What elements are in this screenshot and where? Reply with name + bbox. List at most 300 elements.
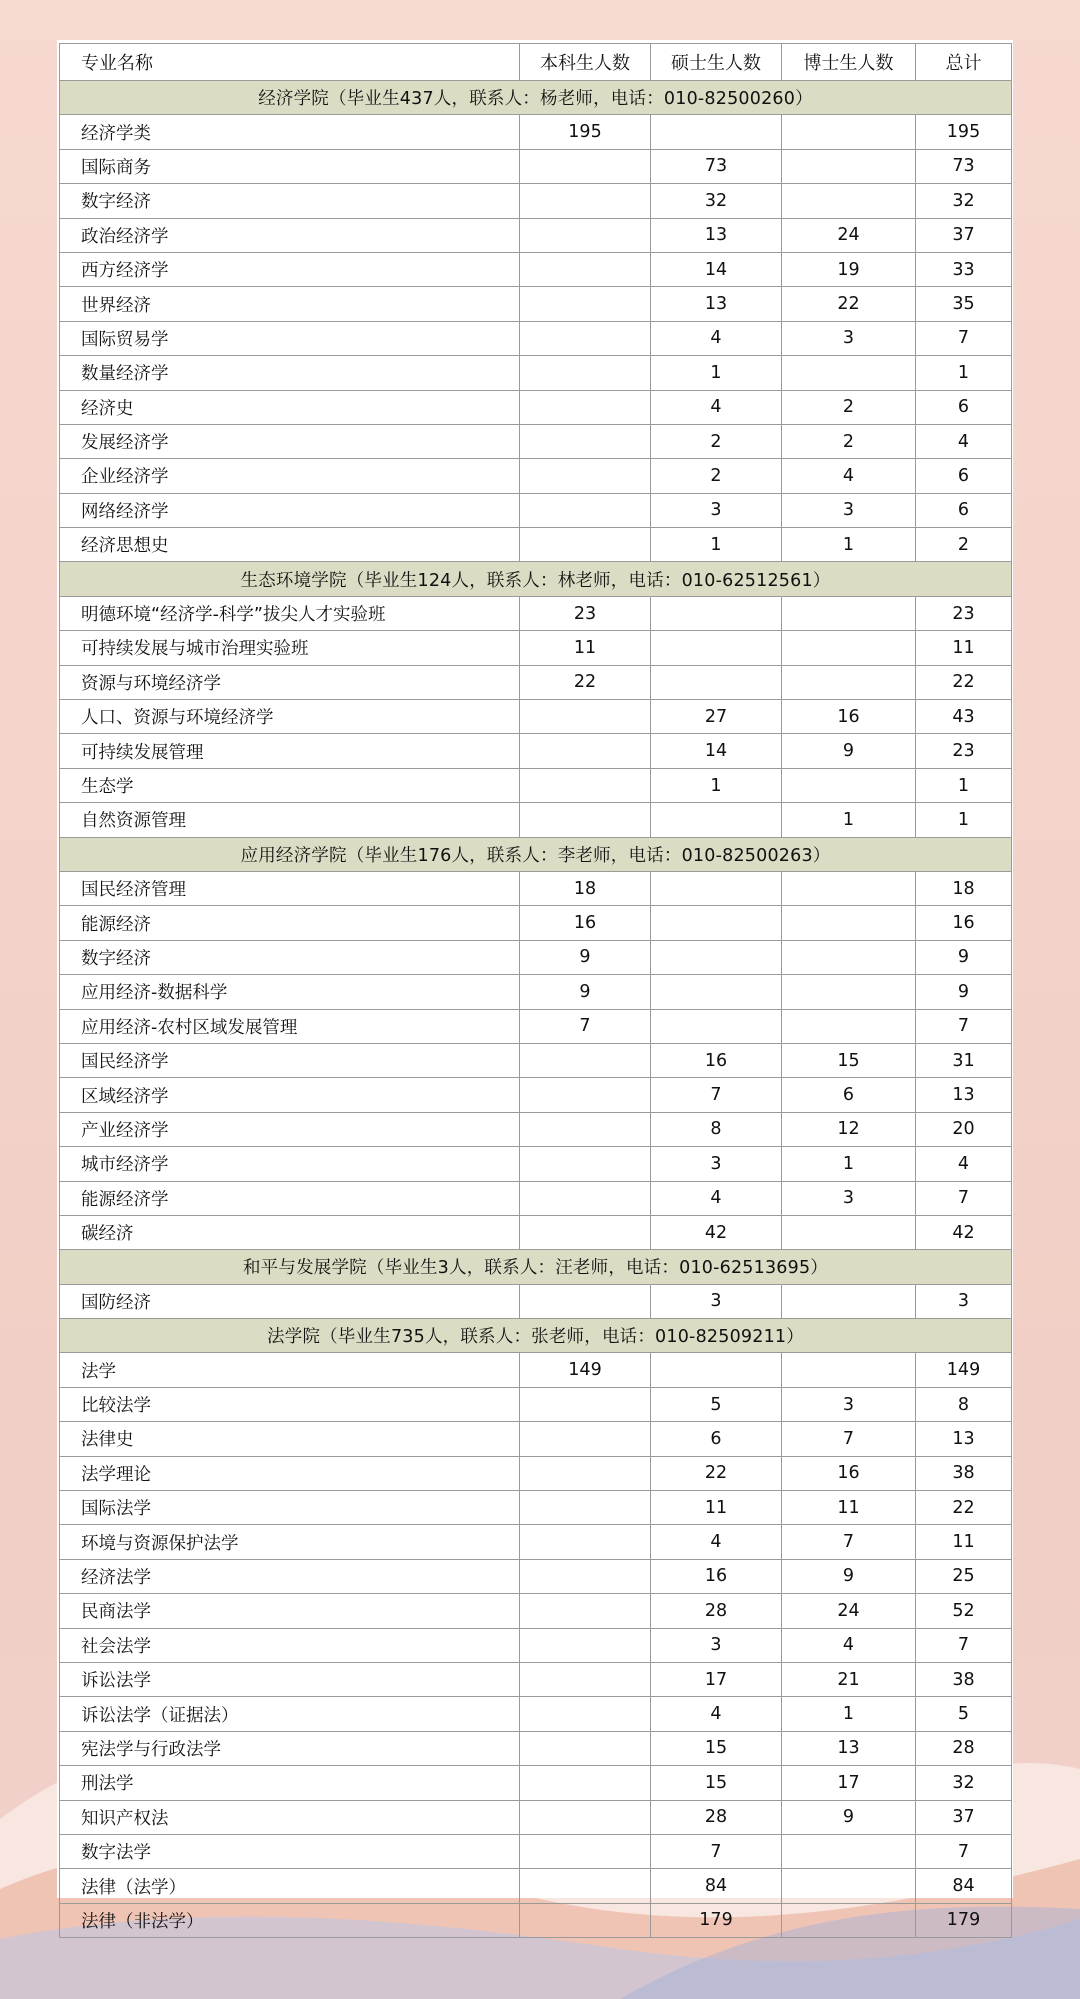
major-name-cell: 碳经济 <box>60 1215 520 1249</box>
bachelor-count-cell <box>520 459 651 493</box>
table-row <box>60 631 1012 665</box>
master-count-cell <box>651 1353 782 1387</box>
total-cell: 32 <box>916 1766 1012 1800</box>
major-name-cell: 民商法学 <box>60 1594 520 1628</box>
master-count-cell: 2 <box>651 424 782 458</box>
bachelor-count-cell <box>520 700 651 734</box>
bachelor-count-cell <box>520 390 651 424</box>
table-row <box>60 1284 1012 1318</box>
doctor-count-cell: 6 <box>782 1078 916 1112</box>
table-row <box>60 1697 1012 1731</box>
header-major-name: 专业名称 <box>60 44 520 81</box>
doctor-count-cell <box>782 115 916 149</box>
bachelor-count-cell <box>520 1078 651 1112</box>
total-cell: 7 <box>916 1834 1012 1868</box>
bachelor-count-cell <box>520 149 651 183</box>
total-cell: 7 <box>916 321 1012 355</box>
master-count-cell: 2 <box>651 459 782 493</box>
doctor-count-cell: 9 <box>782 734 916 768</box>
master-count-cell <box>651 940 782 974</box>
table-row <box>60 906 1012 940</box>
table-row <box>60 1800 1012 1834</box>
section-title: 和平与发展学院（毕业生3人，联系人：汪老师，电话：010-62513695） <box>60 1250 1012 1284</box>
total-cell: 16 <box>916 906 1012 940</box>
bachelor-count-cell <box>520 768 651 802</box>
major-name-cell: 自然资源管理 <box>60 803 520 837</box>
total-cell: 42 <box>916 1215 1012 1249</box>
major-name-cell: 国民经济管理 <box>60 871 520 905</box>
major-name-cell: 明德环境“经济学-科学”拔尖人才实验班 <box>60 596 520 630</box>
doctor-count-cell <box>782 356 916 390</box>
master-count-cell: 3 <box>651 1284 782 1318</box>
master-count-cell: 73 <box>651 149 782 183</box>
major-name-cell: 可持续发展与城市治理实验班 <box>60 631 520 665</box>
doctor-count-cell <box>782 768 916 802</box>
bachelor-count-cell <box>520 1181 651 1215</box>
table-row <box>60 252 1012 286</box>
major-name-cell: 应用经济-农村区域发展管理 <box>60 1009 520 1043</box>
bachelor-count-cell: 9 <box>520 940 651 974</box>
bachelor-count-cell <box>520 528 651 562</box>
major-name-cell: 企业经济学 <box>60 459 520 493</box>
major-name-cell: 法学 <box>60 1353 520 1387</box>
doctor-count-cell: 9 <box>782 1559 916 1593</box>
master-count-cell: 6 <box>651 1422 782 1456</box>
master-count-cell <box>651 115 782 149</box>
table-row <box>60 1009 1012 1043</box>
doctor-count-cell: 13 <box>782 1731 916 1765</box>
table-sheet <box>57 40 1013 1932</box>
total-cell: 1 <box>916 768 1012 802</box>
table-row <box>60 1078 1012 1112</box>
doctor-count-cell: 2 <box>782 424 916 458</box>
section-title: 应用经济学院（毕业生176人，联系人：李老师，电话：010-82500263） <box>60 837 1012 871</box>
total-cell: 195 <box>916 115 1012 149</box>
bachelor-count-cell <box>520 1284 651 1318</box>
doctor-count-cell <box>782 1284 916 1318</box>
total-cell: 33 <box>916 252 1012 286</box>
bachelor-count-cell <box>520 1731 651 1765</box>
major-name-cell: 数字经济 <box>60 184 520 218</box>
bachelor-count-cell <box>520 1697 651 1731</box>
total-cell: 22 <box>916 665 1012 699</box>
major-name-cell: 法律（非法学） <box>60 1903 520 1937</box>
major-name-cell: 社会法学 <box>60 1628 520 1662</box>
master-count-cell: 4 <box>651 1697 782 1731</box>
doctor-count-cell <box>782 1353 916 1387</box>
table-row <box>60 1628 1012 1662</box>
table-row <box>60 1043 1012 1077</box>
major-name-cell: 国际法学 <box>60 1491 520 1525</box>
doctor-count-cell: 1 <box>782 528 916 562</box>
table-row <box>60 424 1012 458</box>
table-row <box>60 803 1012 837</box>
major-name-cell: 国际商务 <box>60 149 520 183</box>
table-row <box>60 356 1012 390</box>
bachelor-count-cell: 149 <box>520 1353 651 1387</box>
total-cell: 37 <box>916 218 1012 252</box>
table-row <box>60 1387 1012 1421</box>
total-cell: 7 <box>916 1181 1012 1215</box>
total-cell: 7 <box>916 1628 1012 1662</box>
major-name-cell: 生态学 <box>60 768 520 802</box>
master-count-cell: 13 <box>651 287 782 321</box>
total-cell: 52 <box>916 1594 1012 1628</box>
bachelor-count-cell <box>520 321 651 355</box>
table-row <box>60 115 1012 149</box>
bachelor-count-cell <box>520 1766 651 1800</box>
total-cell: 20 <box>916 1112 1012 1146</box>
doctor-count-cell: 3 <box>782 1181 916 1215</box>
doctor-count-cell: 1 <box>782 1147 916 1181</box>
doctor-count-cell <box>782 596 916 630</box>
master-count-cell: 3 <box>651 1147 782 1181</box>
major-name-cell: 诉讼法学 <box>60 1662 520 1696</box>
master-count-cell: 17 <box>651 1662 782 1696</box>
bachelor-count-cell <box>520 1903 651 1937</box>
bachelor-count-cell <box>520 1662 651 1696</box>
table-row <box>60 1559 1012 1593</box>
total-cell: 73 <box>916 149 1012 183</box>
bachelor-count-cell <box>520 424 651 458</box>
header-bachelor-count: 本科生人数 <box>520 44 651 81</box>
table-row <box>60 321 1012 355</box>
table-row <box>60 734 1012 768</box>
table-row <box>60 528 1012 562</box>
table-row <box>60 1491 1012 1525</box>
major-name-cell: 法律（法学） <box>60 1869 520 1903</box>
doctor-count-cell <box>782 906 916 940</box>
master-count-cell: 1 <box>651 356 782 390</box>
bachelor-count-cell: 18 <box>520 871 651 905</box>
bachelor-count-cell <box>520 1147 651 1181</box>
bachelor-count-cell <box>520 252 651 286</box>
table-row <box>60 1112 1012 1146</box>
bachelor-count-cell <box>520 1491 651 1525</box>
section-title: 经济学院（毕业生437人，联系人：杨老师，电话：010-82500260） <box>60 81 1012 115</box>
total-cell: 37 <box>916 1800 1012 1834</box>
master-count-cell: 27 <box>651 700 782 734</box>
doctor-count-cell: 11 <box>782 1491 916 1525</box>
table-row <box>60 1903 1012 1937</box>
major-name-cell: 能源经济 <box>60 906 520 940</box>
master-count-cell <box>651 665 782 699</box>
master-count-cell: 179 <box>651 1903 782 1937</box>
doctor-count-cell: 3 <box>782 1387 916 1421</box>
master-count-cell: 28 <box>651 1594 782 1628</box>
table-row <box>60 459 1012 493</box>
section-title: 法学院（毕业生735人，联系人：张老师，电话：010-82509211） <box>60 1319 1012 1353</box>
major-name-cell: 政治经济学 <box>60 218 520 252</box>
section-title: 生态环境学院（毕业生124人，联系人：林老师，电话：010-62512561） <box>60 562 1012 596</box>
total-cell: 1 <box>916 356 1012 390</box>
doctor-count-cell: 24 <box>782 218 916 252</box>
doctor-count-cell: 16 <box>782 700 916 734</box>
table-row <box>60 940 1012 974</box>
major-name-cell: 诉讼法学（证据法） <box>60 1697 520 1731</box>
major-name-cell: 经济法学 <box>60 1559 520 1593</box>
master-count-cell: 4 <box>651 1525 782 1559</box>
table-row <box>60 975 1012 1009</box>
major-name-cell: 数字经济 <box>60 940 520 974</box>
doctor-count-cell <box>782 631 916 665</box>
total-cell: 6 <box>916 493 1012 527</box>
doctor-count-cell <box>782 1869 916 1903</box>
total-cell: 38 <box>916 1662 1012 1696</box>
master-count-cell: 16 <box>651 1559 782 1593</box>
total-cell: 6 <box>916 459 1012 493</box>
doctor-count-cell <box>782 665 916 699</box>
doctor-count-cell: 9 <box>782 1800 916 1834</box>
major-name-cell: 人口、资源与环境经济学 <box>60 700 520 734</box>
doctor-count-cell <box>782 184 916 218</box>
doctor-count-cell <box>782 1834 916 1868</box>
major-name-cell: 西方经济学 <box>60 252 520 286</box>
total-cell: 23 <box>916 596 1012 630</box>
major-name-cell: 城市经济学 <box>60 1147 520 1181</box>
major-name-cell: 国际贸易学 <box>60 321 520 355</box>
table-row <box>60 1456 1012 1490</box>
bachelor-count-cell <box>520 287 651 321</box>
master-count-cell <box>651 871 782 905</box>
doctor-count-cell <box>782 871 916 905</box>
table-row <box>60 1525 1012 1559</box>
master-count-cell: 84 <box>651 1869 782 1903</box>
major-name-cell: 产业经济学 <box>60 1112 520 1146</box>
table-row <box>60 1422 1012 1456</box>
doctor-count-cell: 12 <box>782 1112 916 1146</box>
doctor-count-cell: 19 <box>782 252 916 286</box>
total-cell: 1 <box>916 803 1012 837</box>
major-name-cell: 刑法学 <box>60 1766 520 1800</box>
major-name-cell: 经济学类 <box>60 115 520 149</box>
table-row <box>60 1594 1012 1628</box>
section-header-row <box>60 837 1012 871</box>
table-row <box>60 1662 1012 1696</box>
total-cell: 11 <box>916 1525 1012 1559</box>
master-count-cell: 15 <box>651 1766 782 1800</box>
major-name-cell: 网络经济学 <box>60 493 520 527</box>
bachelor-count-cell <box>520 1112 651 1146</box>
major-name-cell: 环境与资源保护法学 <box>60 1525 520 1559</box>
major-name-cell: 国民经济学 <box>60 1043 520 1077</box>
bachelor-count-cell: 23 <box>520 596 651 630</box>
doctor-count-cell: 21 <box>782 1662 916 1696</box>
major-name-cell: 数字法学 <box>60 1834 520 1868</box>
doctor-count-cell: 4 <box>782 459 916 493</box>
bachelor-count-cell: 16 <box>520 906 651 940</box>
major-name-cell: 区域经济学 <box>60 1078 520 1112</box>
major-name-cell: 比较法学 <box>60 1387 520 1421</box>
doctor-count-cell: 17 <box>782 1766 916 1800</box>
total-cell: 13 <box>916 1078 1012 1112</box>
master-count-cell: 1 <box>651 768 782 802</box>
bachelor-count-cell <box>520 1215 651 1249</box>
total-cell: 25 <box>916 1559 1012 1593</box>
table-row <box>60 1766 1012 1800</box>
total-cell: 9 <box>916 975 1012 1009</box>
section-header-row <box>60 1250 1012 1284</box>
major-name-cell: 世界经济 <box>60 287 520 321</box>
table-row <box>60 700 1012 734</box>
doctor-count-cell <box>782 975 916 1009</box>
master-count-cell: 13 <box>651 218 782 252</box>
major-name-cell: 法律史 <box>60 1422 520 1456</box>
bachelor-count-cell <box>520 1387 651 1421</box>
master-count-cell: 14 <box>651 252 782 286</box>
table-row <box>60 596 1012 630</box>
master-count-cell: 28 <box>651 1800 782 1834</box>
bachelor-count-cell: 11 <box>520 631 651 665</box>
total-cell: 18 <box>916 871 1012 905</box>
bachelor-count-cell <box>520 493 651 527</box>
bachelor-count-cell <box>520 1422 651 1456</box>
doctor-count-cell: 4 <box>782 1628 916 1662</box>
master-count-cell: 7 <box>651 1834 782 1868</box>
table-row <box>60 184 1012 218</box>
table-header-row <box>60 44 1012 81</box>
total-cell: 4 <box>916 1147 1012 1181</box>
master-count-cell: 15 <box>651 1731 782 1765</box>
master-count-cell: 5 <box>651 1387 782 1421</box>
header-master-count: 硕士生人数 <box>651 44 782 81</box>
table-row <box>60 218 1012 252</box>
doctor-count-cell: 1 <box>782 803 916 837</box>
doctor-count-cell <box>782 940 916 974</box>
master-count-cell: 3 <box>651 493 782 527</box>
master-count-cell: 4 <box>651 1181 782 1215</box>
doctor-count-cell: 24 <box>782 1594 916 1628</box>
bachelor-count-cell <box>520 218 651 252</box>
doctor-count-cell: 3 <box>782 493 916 527</box>
table-row <box>60 1353 1012 1387</box>
bachelor-count-cell <box>520 803 651 837</box>
total-cell: 13 <box>916 1422 1012 1456</box>
doctor-count-cell: 15 <box>782 1043 916 1077</box>
bachelor-count-cell <box>520 1834 651 1868</box>
major-name-cell: 应用经济-数据科学 <box>60 975 520 1009</box>
major-name-cell: 资源与环境经济学 <box>60 665 520 699</box>
table-row <box>60 493 1012 527</box>
total-cell: 38 <box>916 1456 1012 1490</box>
bachelor-count-cell <box>520 1594 651 1628</box>
bachelor-count-cell: 9 <box>520 975 651 1009</box>
master-count-cell: 11 <box>651 1491 782 1525</box>
major-name-cell: 发展经济学 <box>60 424 520 458</box>
table-row <box>60 1731 1012 1765</box>
major-name-cell: 能源经济学 <box>60 1181 520 1215</box>
master-count-cell: 4 <box>651 390 782 424</box>
total-cell: 22 <box>916 1491 1012 1525</box>
major-name-cell: 可持续发展管理 <box>60 734 520 768</box>
bachelor-count-cell <box>520 1869 651 1903</box>
graduates-table <box>59 43 1012 1938</box>
total-cell: 32 <box>916 184 1012 218</box>
major-name-cell: 法学理论 <box>60 1456 520 1490</box>
bachelor-count-cell <box>520 1628 651 1662</box>
doctor-count-cell <box>782 149 916 183</box>
master-count-cell: 1 <box>651 528 782 562</box>
doctor-count-cell: 22 <box>782 287 916 321</box>
bachelor-count-cell <box>520 1043 651 1077</box>
master-count-cell <box>651 906 782 940</box>
bachelor-count-cell <box>520 1525 651 1559</box>
major-name-cell: 宪法学与行政法学 <box>60 1731 520 1765</box>
table-row <box>60 149 1012 183</box>
doctor-count-cell: 7 <box>782 1422 916 1456</box>
table-row <box>60 1147 1012 1181</box>
total-cell: 8 <box>916 1387 1012 1421</box>
master-count-cell: 32 <box>651 184 782 218</box>
header-total: 总计 <box>916 44 1012 81</box>
master-count-cell <box>651 803 782 837</box>
bachelor-count-cell <box>520 184 651 218</box>
total-cell: 84 <box>916 1869 1012 1903</box>
master-count-cell <box>651 1009 782 1043</box>
table-row <box>60 1181 1012 1215</box>
master-count-cell: 4 <box>651 321 782 355</box>
bachelor-count-cell: 7 <box>520 1009 651 1043</box>
doctor-count-cell <box>782 1903 916 1937</box>
doctor-count-cell: 3 <box>782 321 916 355</box>
master-count-cell: 3 <box>651 1628 782 1662</box>
major-name-cell: 经济思想史 <box>60 528 520 562</box>
total-cell: 149 <box>916 1353 1012 1387</box>
total-cell: 6 <box>916 390 1012 424</box>
table-row <box>60 871 1012 905</box>
table-row <box>60 768 1012 802</box>
bachelor-count-cell: 195 <box>520 115 651 149</box>
header-doctor-count: 博士生人数 <box>782 44 916 81</box>
total-cell: 9 <box>916 940 1012 974</box>
master-count-cell: 7 <box>651 1078 782 1112</box>
bachelor-count-cell <box>520 1559 651 1593</box>
major-name-cell: 经济史 <box>60 390 520 424</box>
major-name-cell: 知识产权法 <box>60 1800 520 1834</box>
master-count-cell: 22 <box>651 1456 782 1490</box>
bachelor-count-cell: 22 <box>520 665 651 699</box>
master-count-cell: 14 <box>651 734 782 768</box>
total-cell: 4 <box>916 424 1012 458</box>
bachelor-count-cell <box>520 1456 651 1490</box>
section-header-row <box>60 562 1012 596</box>
table-row <box>60 1215 1012 1249</box>
master-count-cell: 16 <box>651 1043 782 1077</box>
doctor-count-cell: 16 <box>782 1456 916 1490</box>
table-row <box>60 1834 1012 1868</box>
doctor-count-cell <box>782 1215 916 1249</box>
total-cell: 3 <box>916 1284 1012 1318</box>
total-cell: 7 <box>916 1009 1012 1043</box>
section-header-row <box>60 81 1012 115</box>
total-cell: 2 <box>916 528 1012 562</box>
total-cell: 31 <box>916 1043 1012 1077</box>
major-name-cell: 国防经济 <box>60 1284 520 1318</box>
total-cell: 23 <box>916 734 1012 768</box>
doctor-count-cell: 2 <box>782 390 916 424</box>
total-cell: 5 <box>916 1697 1012 1731</box>
master-count-cell <box>651 596 782 630</box>
bachelor-count-cell <box>520 734 651 768</box>
total-cell: 179 <box>916 1903 1012 1937</box>
master-count-cell: 8 <box>651 1112 782 1146</box>
table-row <box>60 390 1012 424</box>
total-cell: 11 <box>916 631 1012 665</box>
table-row <box>60 1869 1012 1903</box>
master-count-cell: 42 <box>651 1215 782 1249</box>
section-header-row <box>60 1319 1012 1353</box>
doctor-count-cell: 1 <box>782 1697 916 1731</box>
